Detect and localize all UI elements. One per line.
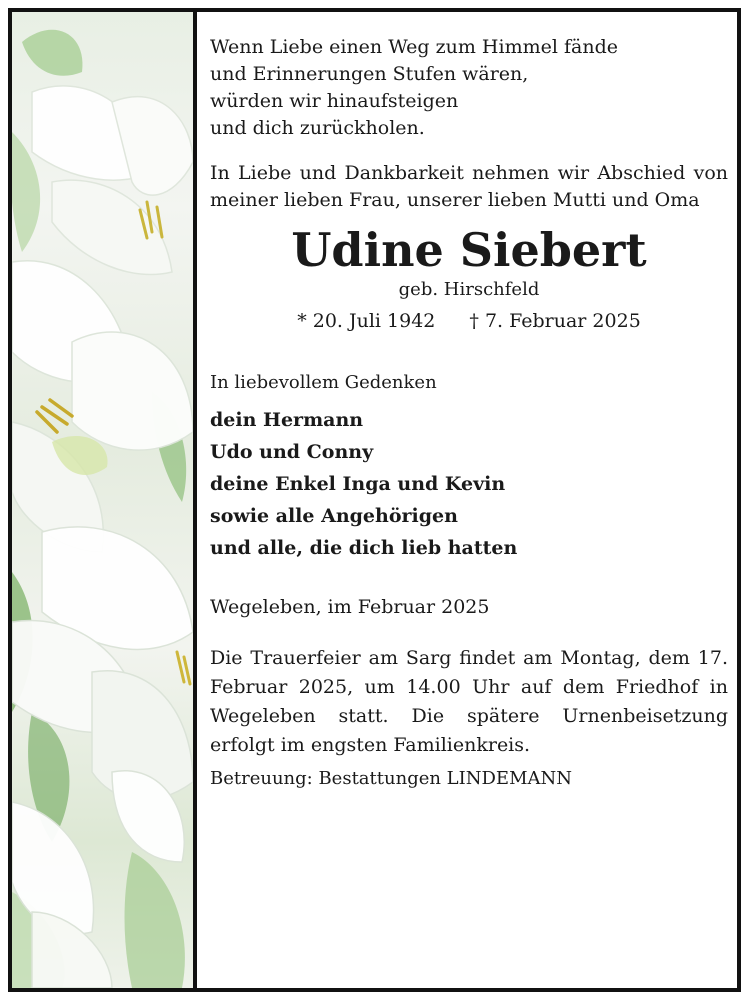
farewell-text: In Liebe und Dankbarkeit nehmen wir Abschied von meiner lieben Frau, unserer lieben Mutti und Oma	[210, 162, 728, 211]
deceased-name: Udine Siebert	[291, 223, 647, 277]
mourner-line: deine Enkel Inga und Kevin	[210, 473, 506, 495]
birth-date: * 20. Juli 1942	[297, 310, 436, 332]
mourners-list	[210, 404, 728, 564]
undertaker-credit: Betreuung: Bestattungen LINDEMANN	[210, 768, 572, 789]
lily-flower-image	[12, 12, 197, 988]
poem-line: würden wir hinaufsteigen	[210, 90, 459, 112]
poem	[210, 34, 728, 142]
life-dates	[210, 308, 728, 334]
mourner-line: Udo und Conny	[210, 441, 374, 463]
poem-line: und Erinnerungen Stufen wären,	[210, 63, 529, 85]
poem-line: Wenn Liebe einen Weg zum Himmel fände	[210, 36, 618, 58]
poem-line: und dich zurückholen.	[210, 117, 425, 139]
death-date: † 7. Februar 2025	[469, 310, 641, 332]
mourner-line: sowie alle Angehörigen	[210, 505, 458, 527]
maiden-name: geb. Hirschfeld	[398, 279, 540, 300]
place-date: Wegeleben, im Februar 2025	[210, 596, 490, 618]
memory-line: In liebevollem Gedenken	[210, 372, 437, 393]
mourner-line: und alle, die dich lieb hatten	[210, 537, 518, 559]
obituary-text	[210, 34, 728, 792]
service-details: Die Trauerfeier am Sarg findet am Montag, dem 17. Februar 2025, um 14.00 Uhr auf dem Friedhof in Wegeleben statt. Die spätere Urnenbeisetzung erfolgt im engsten Familienkreis.	[210, 647, 728, 756]
mourner-line: dein Hermann	[210, 409, 364, 431]
obituary-frame	[8, 8, 741, 992]
